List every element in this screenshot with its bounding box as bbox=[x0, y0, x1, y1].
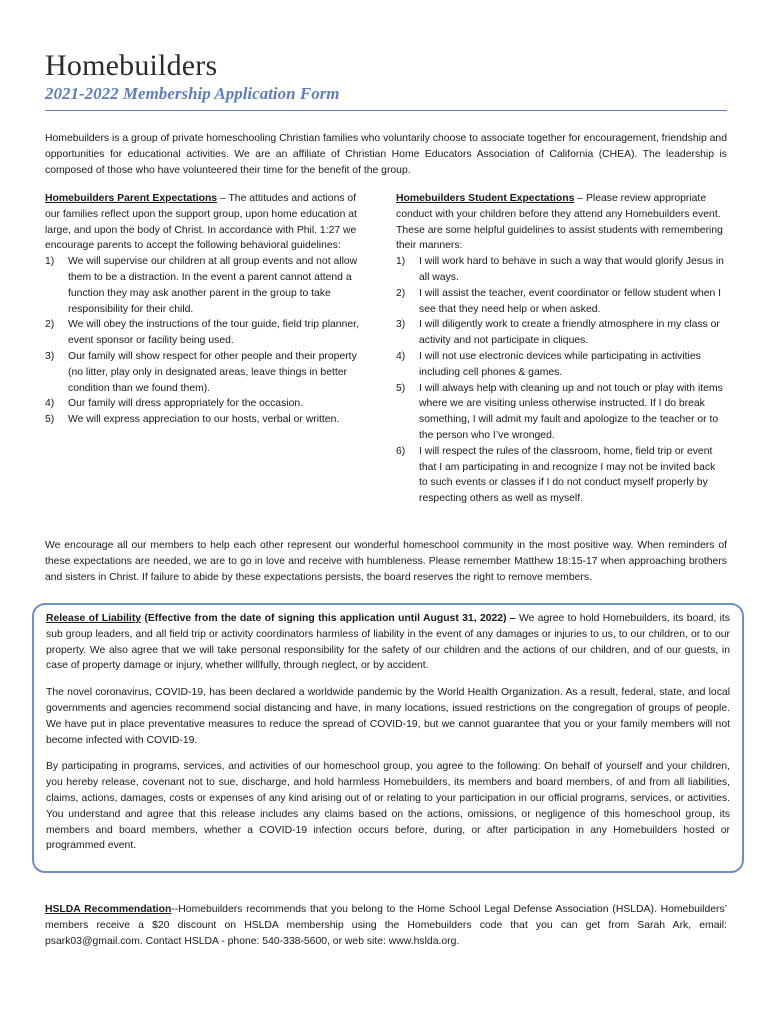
list-item: 3) Our family will show respect for other people and their property (no litter, play only in designated areas, leave things in better condition than we found them). bbox=[45, 350, 357, 394]
release-of-liability-box bbox=[32, 603, 744, 873]
hslda-heading: HSLDA Recommendation bbox=[45, 904, 172, 915]
list-item: 2) We will obey the instructions of the tour guide, field trip planner, event sponsor or facility being used. bbox=[45, 319, 359, 347]
list-item: 1) We will supervise our children at all group events and not allow them to be a distraction. In the event a parent cannot attend a function they may ask another parent in the group to take responsibility for their child. bbox=[45, 256, 358, 315]
form-subtitle: 2021-2022 Membership Application Form bbox=[45, 84, 340, 103]
intro-paragraph: Homebuilders is a group of private homeschooling Christian families who voluntarily choose to associate together for encouragement, friendship and opportunities for educational activities. We are an affiliate of Christian Home Educators Association of California (CHEA). The leadership is composed of those who have volunteered their time for the benefit of the group. bbox=[45, 133, 727, 176]
list-item: 5) We will express appreciation to our hosts, verbal or written. bbox=[45, 414, 340, 426]
list-item: 5) I will always help with cleaning up and not touch or play with items where we are visiting unless otherwise instructed. If I do break something, I will admit my fault and apologize to the teacher or to the person who I’ve wronged. bbox=[396, 382, 723, 441]
liability-text: We agree to hold Homebuilders, its board, its sub group leaders, and all field trip or activity coordinators harmless of liability in the event of any damages or injuries to us, to our children, or to our property. We also agree that we will take personal responsibility for the safety of our children and the actions of our children, and of our guests, in case of property damage or injury, whether willfully, through neglect, or by accident. bbox=[46, 613, 730, 672]
student-expectations-list bbox=[396, 254, 726, 507]
hslda-paragraph bbox=[45, 902, 727, 949]
hslda-text: --Homebuilders recommends that you belong to the Home School Legal Defense Association (HSLDA). Homebuilders’ members receive a $20 discount on HSLDA membership using the Homebuilders code that you can get from Sarah Ark, email: psark03@gmail.com. Contact HSLDA - phone: 540-338-5600, or web site: www.hslda.org. bbox=[45, 904, 728, 947]
parent-expectations-intro bbox=[45, 191, 365, 254]
list-item: 2) I will assist the teacher, event coordinator or fellow student when I see that they need help or when asked. bbox=[396, 287, 722, 315]
list-item: 3) I will diligently work to create a friendly atmosphere in my class or activity and not participate in cliques. bbox=[396, 319, 720, 347]
student-expectations-section bbox=[396, 191, 726, 507]
parent-expectations-heading: Homebuilders Parent Expectations bbox=[45, 193, 218, 204]
list-item: 4) Our family will dress appropriately for the occasion. bbox=[45, 398, 304, 410]
liability-heading: Release of Liability bbox=[46, 613, 142, 624]
parent-expectations-list bbox=[45, 254, 365, 428]
title-divider bbox=[45, 110, 727, 111]
list-item: 1) I will work hard to behave in such a way that would glorify Jesus in all ways. bbox=[396, 256, 724, 283]
parent-expectations-section bbox=[45, 191, 365, 428]
list-item: 4) I will not use electronic devices while participating in activities including cell phones & games. bbox=[396, 350, 701, 378]
parent-expectations-intro-text: – The attitudes and actions of our families reflect upon the support group, upon home education at large, and upon the body of Christ. In accordance with Phil. 1:27 we encourage parents to accept the following behavioral guidelines: bbox=[45, 193, 357, 252]
student-expectations-heading: Homebuilders Student Expectations bbox=[396, 193, 575, 204]
list-item: 6) I will respect the rules of the classroom, home, field trip or event that I am participating in and recognize I may not be invited back to such events or classes if I do not conduct myself properly by respecting others as well as myself. bbox=[396, 445, 716, 505]
student-expectations-intro-text: – Please review appropriate conduct with your children before they attend any Homebuilders event. These are some helpful guidelines to assist students with remembering their manners: bbox=[396, 193, 723, 252]
covid-paragraph: The novel coronavirus, COVID-19, has been declared a worldwide pandemic by the World Health Organization. As a result, federal, state, and local governments and agencies recommend social distancing and have, in many locations, issued restrictions on the congregation of groups of people. We have put in place preventative measures to reduce the spread of COVID-19, but we cannot guarantee that you or your family members will not become infected with COVID-19. bbox=[46, 687, 730, 746]
page-title: Homebuilders bbox=[45, 49, 218, 82]
liability-effective-date: (Effective from the date of signing this application until August 31, 2022) – bbox=[141, 613, 516, 624]
liability-paragraph bbox=[46, 611, 730, 674]
encourage-paragraph: We encourage all our members to help each other represent our wonderful homeschool community in the most positive way. When reminders of these expectations are needed, we are to go in love and receive with humbleness. Please remember Matthew 18:15-17 when approaching brothers and sisters in Christ. If failure to abide by these expectations persists, the board reserves the right to remove members. bbox=[45, 540, 727, 583]
participation-paragraph: By participating in programs, services, and activities of our homeschool group, you agree to the following: On behalf of yourself and your children, you hereby release, covenant not to sue, discharge, and hold harmless Homebuilders, its members and board members, of and from all liabilities, claims, actions, damages, costs or expenses of any kind arising out of or relating to your participation in our official programs, services, or activities. You understand and agree that this release includes any claims based on the actions, omissions, or negligence of this homeschool group, its members and board members, whether a COVID-19 infection occurs before, during, or after participation in any Homebuilders hosted or programmed event. bbox=[46, 761, 730, 852]
student-expectations-intro bbox=[396, 191, 726, 254]
